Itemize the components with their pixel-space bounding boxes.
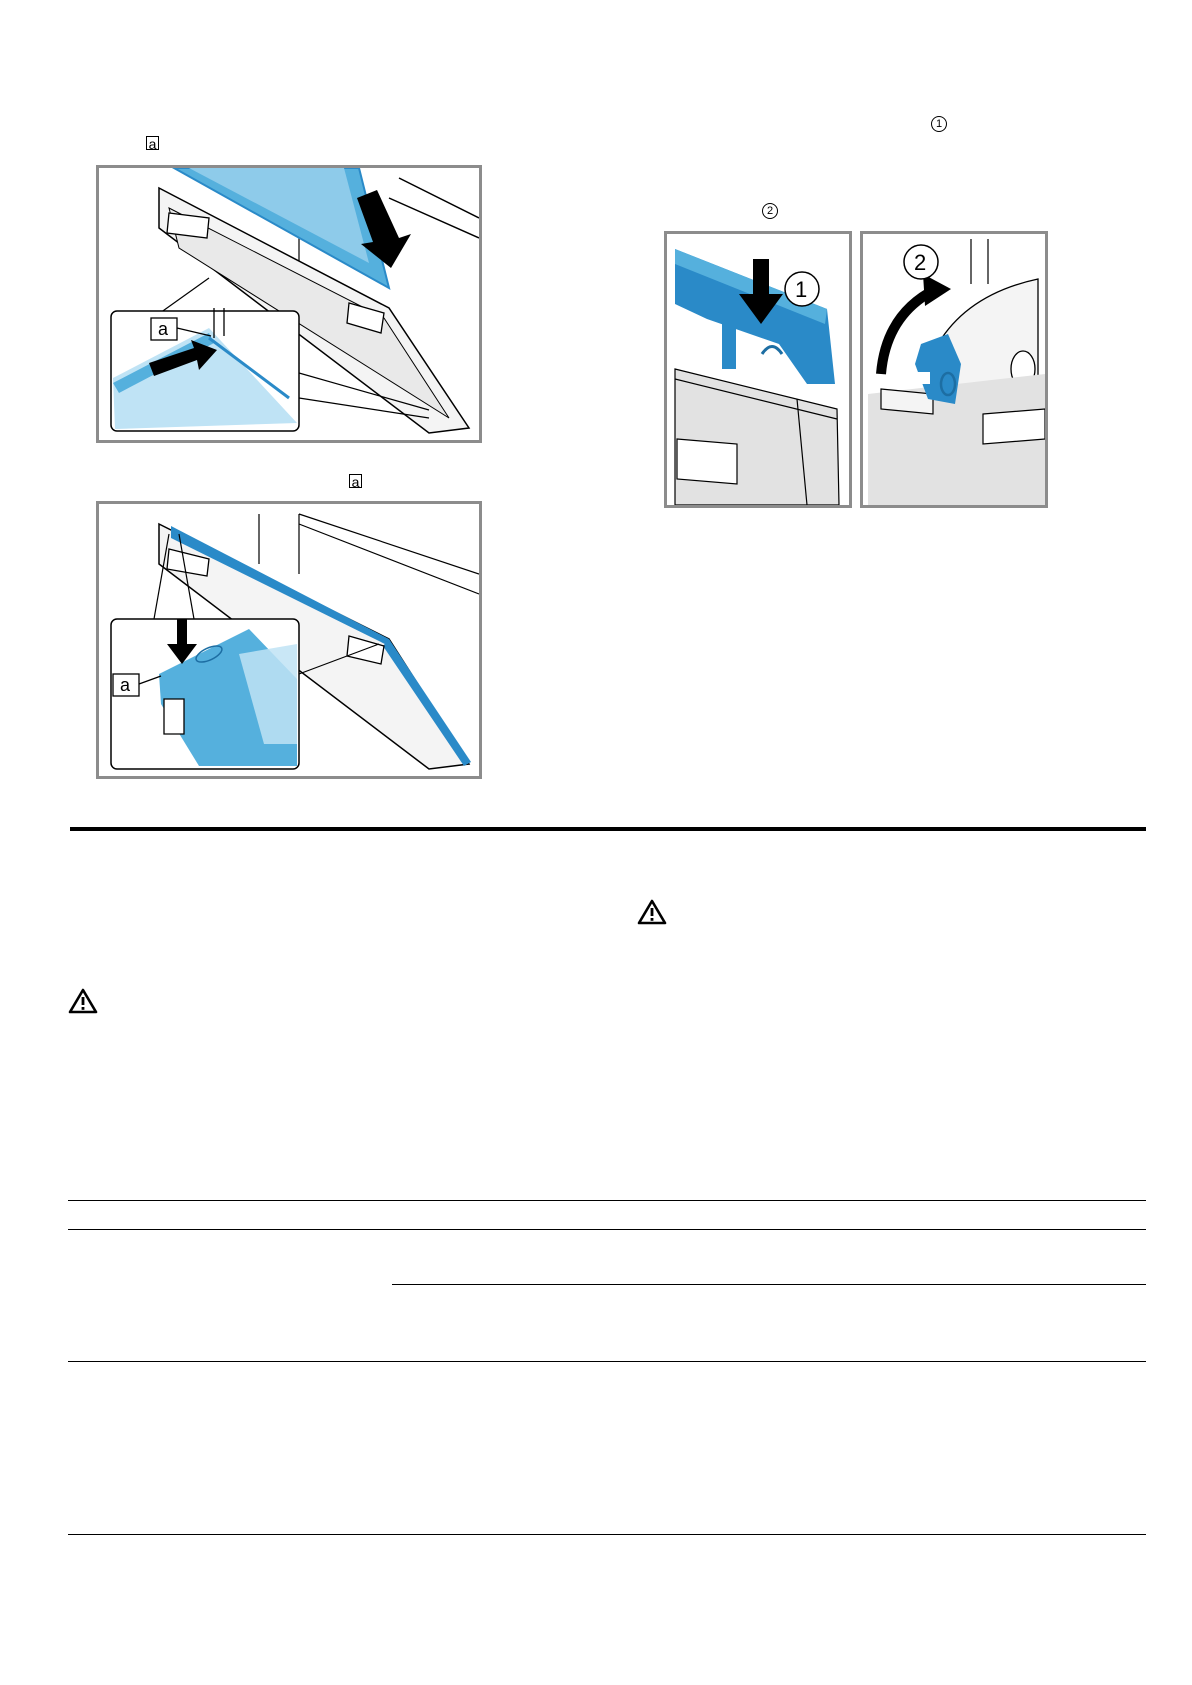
svg-text:a: a [158,319,169,339]
figure-glass-insert [96,165,482,443]
table-rule [392,1284,1146,1285]
svg-text:1: 1 [795,277,808,302]
warning-icon [68,988,98,1014]
svg-text:2: 2 [914,250,927,275]
label-a-marker: a [146,136,159,150]
table-rule [68,1361,1146,1362]
figure-clip-press [664,231,852,508]
figure-glass-seated [96,501,482,779]
table-rule [68,1229,1146,1230]
table-rule [68,1200,1146,1201]
figure-clip-rotate [860,231,1048,508]
table-rule [68,1534,1146,1535]
label-step-2-marker: 2 [762,203,778,219]
label-a-marker: a [349,474,362,488]
svg-text:a: a [120,675,131,695]
warning-icon [637,899,667,925]
label-step-1-marker: 1 [931,116,947,132]
section-divider [70,827,1146,831]
